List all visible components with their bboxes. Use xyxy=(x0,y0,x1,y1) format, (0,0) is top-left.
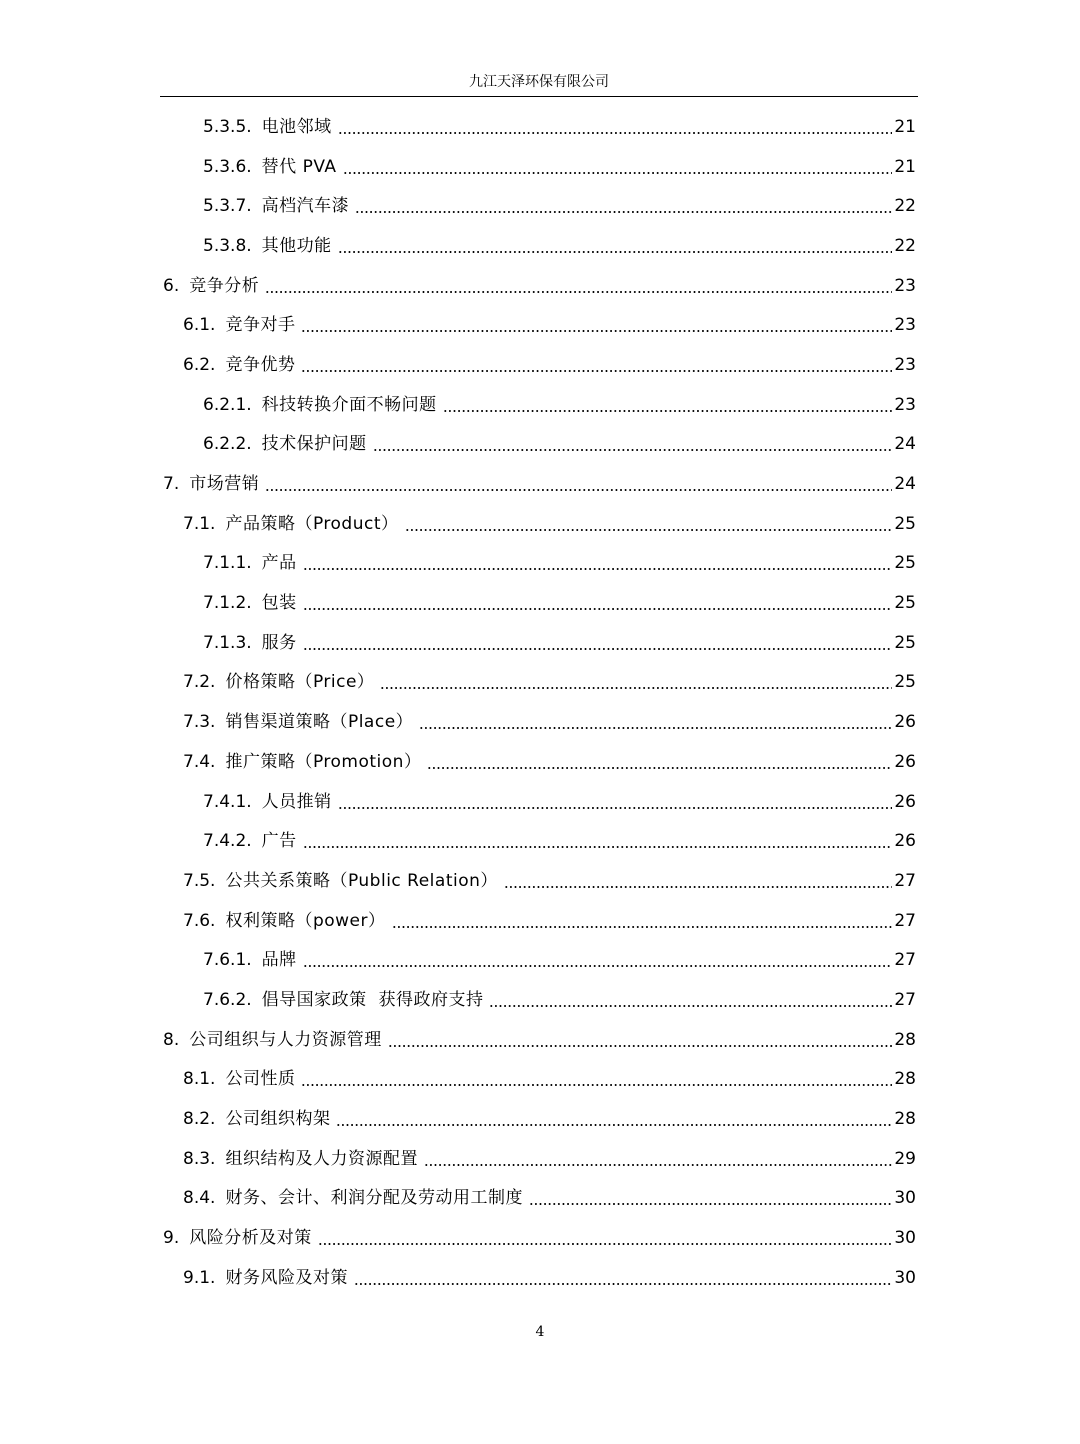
toc-entry-page: 25 xyxy=(894,553,916,574)
toc-entry-page: 30 xyxy=(894,1228,916,1249)
toc-entry[interactable] xyxy=(0,425,1080,465)
toc-entry-number: 8.3. xyxy=(183,1148,216,1169)
toc-entry-page: 21 xyxy=(894,156,916,177)
toc-entry-number: 5.3.6. xyxy=(203,156,252,177)
toc-entry-page: 26 xyxy=(894,831,916,852)
toc-entry-title: 服务 xyxy=(261,632,297,653)
toc-entry-number: 5.3.5. xyxy=(203,116,252,137)
toc-entry-number: 8.4. xyxy=(183,1188,216,1209)
toc-entry-title: 销售渠道策略（Place） xyxy=(225,712,414,733)
header-divider xyxy=(160,96,918,97)
toc-dot-leader xyxy=(303,830,893,852)
toc-entry[interactable] xyxy=(0,901,1080,941)
toc-entry-title: 权利策略（power） xyxy=(225,910,386,931)
toc-entry-page: 26 xyxy=(894,751,916,772)
toc-entry[interactable] xyxy=(0,1218,1080,1258)
toc-dot-leader xyxy=(504,870,892,892)
toc-entry-title: 公司组织构架 xyxy=(225,1109,331,1130)
toc-entry[interactable] xyxy=(0,980,1080,1020)
toc-dot-leader xyxy=(303,949,893,971)
toc-entry-number: 5.3.7. xyxy=(203,196,252,217)
toc-entry-page: 26 xyxy=(894,791,916,812)
toc-entry-page: 28 xyxy=(894,1069,916,1090)
toc-entry[interactable] xyxy=(0,385,1080,425)
toc-entry[interactable] xyxy=(0,940,1080,980)
toc-entry-number: 6.1. xyxy=(183,315,216,336)
toc-dot-leader xyxy=(301,354,892,376)
toc-entry-page: 24 xyxy=(894,474,916,495)
toc-dot-leader xyxy=(301,314,892,336)
toc-entry[interactable] xyxy=(0,782,1080,822)
toc-entry-number: 8.2. xyxy=(183,1109,216,1130)
toc-dot-leader xyxy=(380,671,892,693)
toc-entry-number: 7.1.1. xyxy=(203,553,252,574)
toc-dot-leader xyxy=(265,473,892,495)
toc-entry-number: 5.3.8. xyxy=(203,235,252,256)
toc-entry-number: 6. xyxy=(163,275,180,296)
toc-dot-leader xyxy=(303,592,893,614)
toc-dot-leader xyxy=(355,195,892,217)
toc-dot-leader xyxy=(338,116,893,138)
toc-dot-leader xyxy=(419,711,892,733)
toc-entry-title: 竞争分析 xyxy=(189,275,260,296)
toc-entry[interactable] xyxy=(0,583,1080,623)
toc-entry-title: 包装 xyxy=(261,593,297,614)
toc-entry-page: 28 xyxy=(894,1109,916,1130)
toc-entry[interactable] xyxy=(0,1020,1080,1060)
toc-dot-leader xyxy=(336,1108,892,1130)
toc-dot-leader xyxy=(424,1148,892,1170)
toc-entry-page: 22 xyxy=(894,196,916,217)
toc-entry-title: 推广策略（Promotion） xyxy=(225,751,422,772)
toc-entry-number: 6.2. xyxy=(183,354,216,375)
toc-entry-title: 财务风险及对策 xyxy=(225,1267,348,1288)
toc-entry[interactable] xyxy=(0,107,1080,147)
page-number: 4 xyxy=(535,1324,545,1340)
toc-entry-page: 23 xyxy=(894,394,916,415)
toc-entry[interactable] xyxy=(0,147,1080,187)
toc-entry-page: 25 xyxy=(894,513,916,534)
toc-dot-leader xyxy=(427,751,892,773)
toc-dot-leader xyxy=(303,632,893,654)
toc-entry-title: 其他功能 xyxy=(261,235,332,256)
toc-entry[interactable] xyxy=(0,266,1080,306)
toc-entry-page: 23 xyxy=(894,354,916,375)
toc-entry-title: 产品 xyxy=(261,553,297,574)
toc-dot-leader xyxy=(303,552,893,574)
toc-dot-leader xyxy=(373,433,893,455)
toc-dot-leader xyxy=(443,394,893,416)
toc-entry-title: 广告 xyxy=(261,831,297,852)
toc-entry-number: 7.4.2. xyxy=(203,831,252,852)
toc-entry-page: 23 xyxy=(894,315,916,336)
toc-entry[interactable] xyxy=(0,742,1080,782)
toc-entry-title: 技术保护问题 xyxy=(261,434,367,455)
toc-entry-number: 8.1. xyxy=(183,1069,216,1090)
toc-entry[interactable] xyxy=(0,1099,1080,1139)
toc-entry[interactable] xyxy=(0,821,1080,861)
toc-entry[interactable] xyxy=(0,1179,1080,1219)
toc-dot-leader xyxy=(388,1029,893,1051)
toc-entry-number: 7.4. xyxy=(183,751,216,772)
toc-entry[interactable] xyxy=(0,305,1080,345)
toc-dot-leader xyxy=(265,275,892,297)
toc-entry-number: 7.1.3. xyxy=(203,632,252,653)
toc-entry-number: 7.1. xyxy=(183,513,216,534)
toc-entry-title: 高档汽车漆 xyxy=(261,196,350,217)
toc-entry-page: 25 xyxy=(894,593,916,614)
toc-dot-leader xyxy=(318,1227,893,1249)
toc-entry-title: 竞争优势 xyxy=(225,354,296,375)
toc-entry-page: 21 xyxy=(894,116,916,137)
toc-entry[interactable] xyxy=(0,345,1080,385)
toc-entry-number: 7.1.2. xyxy=(203,593,252,614)
toc-entry[interactable] xyxy=(0,663,1080,703)
toc-entry-page: 25 xyxy=(894,672,916,693)
toc-entry-number: 9.1. xyxy=(183,1267,216,1288)
toc-entry-number: 8. xyxy=(163,1029,180,1050)
toc-entry-number: 7.6.2. xyxy=(203,989,252,1010)
toc-entry-title: 竞争对手 xyxy=(225,315,296,336)
toc-entry-title: 产品策略（Product） xyxy=(225,513,399,534)
page-header-title: 九江天泽环保有限公司 xyxy=(469,74,609,90)
toc-entry-title: 公司组织与人力资源管理 xyxy=(189,1029,382,1050)
toc-dot-leader xyxy=(301,1068,892,1090)
toc-entry-number: 7.2. xyxy=(183,672,216,693)
toc-entry-title: 品牌 xyxy=(261,950,297,971)
toc-entry-title: 风险分析及对策 xyxy=(189,1228,312,1249)
toc-dot-leader xyxy=(338,235,893,257)
toc-entry-title: 科技转换介面不畅问题 xyxy=(261,394,437,415)
toc-entry-title: 组织结构及人力资源配置 xyxy=(225,1148,418,1169)
toc-dot-leader xyxy=(354,1267,892,1289)
toc-entry-page: 27 xyxy=(894,870,916,891)
toc-entry-number: 7.3. xyxy=(183,712,216,733)
toc-entry-page: 26 xyxy=(894,712,916,733)
toc-entry-page: 28 xyxy=(894,1029,916,1050)
toc-entry[interactable] xyxy=(0,1258,1080,1298)
toc-entry-number: 7.4.1. xyxy=(203,791,252,812)
toc-entry[interactable] xyxy=(0,226,1080,266)
table-of-contents xyxy=(0,107,1080,1298)
toc-dot-leader xyxy=(338,791,893,813)
toc-entry[interactable] xyxy=(0,544,1080,584)
toc-entry-page: 30 xyxy=(894,1267,916,1288)
toc-entry-title: 公共关系策略（Public Relation） xyxy=(225,870,498,891)
toc-entry-title: 财务、会计、利润分配及劳动用工制度 xyxy=(225,1188,523,1209)
toc-entry-number: 6.2.2. xyxy=(203,434,252,455)
toc-entry[interactable] xyxy=(0,1139,1080,1179)
toc-entry-number: 7.6.1. xyxy=(203,950,252,971)
toc-entry-title: 替代 PVA xyxy=(261,156,337,177)
toc-entry[interactable] xyxy=(0,464,1080,504)
toc-entry[interactable] xyxy=(0,504,1080,544)
toc-entry[interactable] xyxy=(0,186,1080,226)
toc-entry-page: 29 xyxy=(894,1148,916,1169)
toc-entry-page: 27 xyxy=(894,989,916,1010)
toc-entry[interactable] xyxy=(0,861,1080,901)
toc-entry-number: 7. xyxy=(163,474,180,495)
toc-entry-title: 倡导国家政策 获得政府支持 xyxy=(261,989,484,1010)
toc-dot-leader xyxy=(489,989,892,1011)
toc-entry-number: 9. xyxy=(163,1228,180,1249)
toc-dot-leader xyxy=(529,1187,892,1209)
toc-entry-title: 价格策略（Price） xyxy=(225,672,375,693)
toc-entry-title: 公司性质 xyxy=(225,1069,296,1090)
toc-entry-page: 24 xyxy=(894,434,916,455)
toc-entry-title: 人员推销 xyxy=(261,791,332,812)
toc-entry-page: 27 xyxy=(894,910,916,931)
toc-entry-page: 22 xyxy=(894,235,916,256)
toc-entry-page: 27 xyxy=(894,950,916,971)
toc-dot-leader xyxy=(392,910,893,932)
toc-entry-page: 23 xyxy=(894,275,916,296)
toc-entry-page: 30 xyxy=(894,1188,916,1209)
toc-entry[interactable] xyxy=(0,623,1080,663)
toc-entry-number: 7.6. xyxy=(183,910,216,931)
toc-entry[interactable] xyxy=(0,702,1080,742)
toc-entry-title: 市场营销 xyxy=(189,474,260,495)
toc-entry-number: 6.2.1. xyxy=(203,394,252,415)
toc-entry[interactable] xyxy=(0,1060,1080,1100)
toc-entry-title: 电池邻域 xyxy=(261,116,332,137)
toc-dot-leader xyxy=(343,156,893,178)
toc-dot-leader xyxy=(405,513,893,535)
toc-entry-page: 25 xyxy=(894,632,916,653)
toc-entry-number: 7.5. xyxy=(183,870,216,891)
